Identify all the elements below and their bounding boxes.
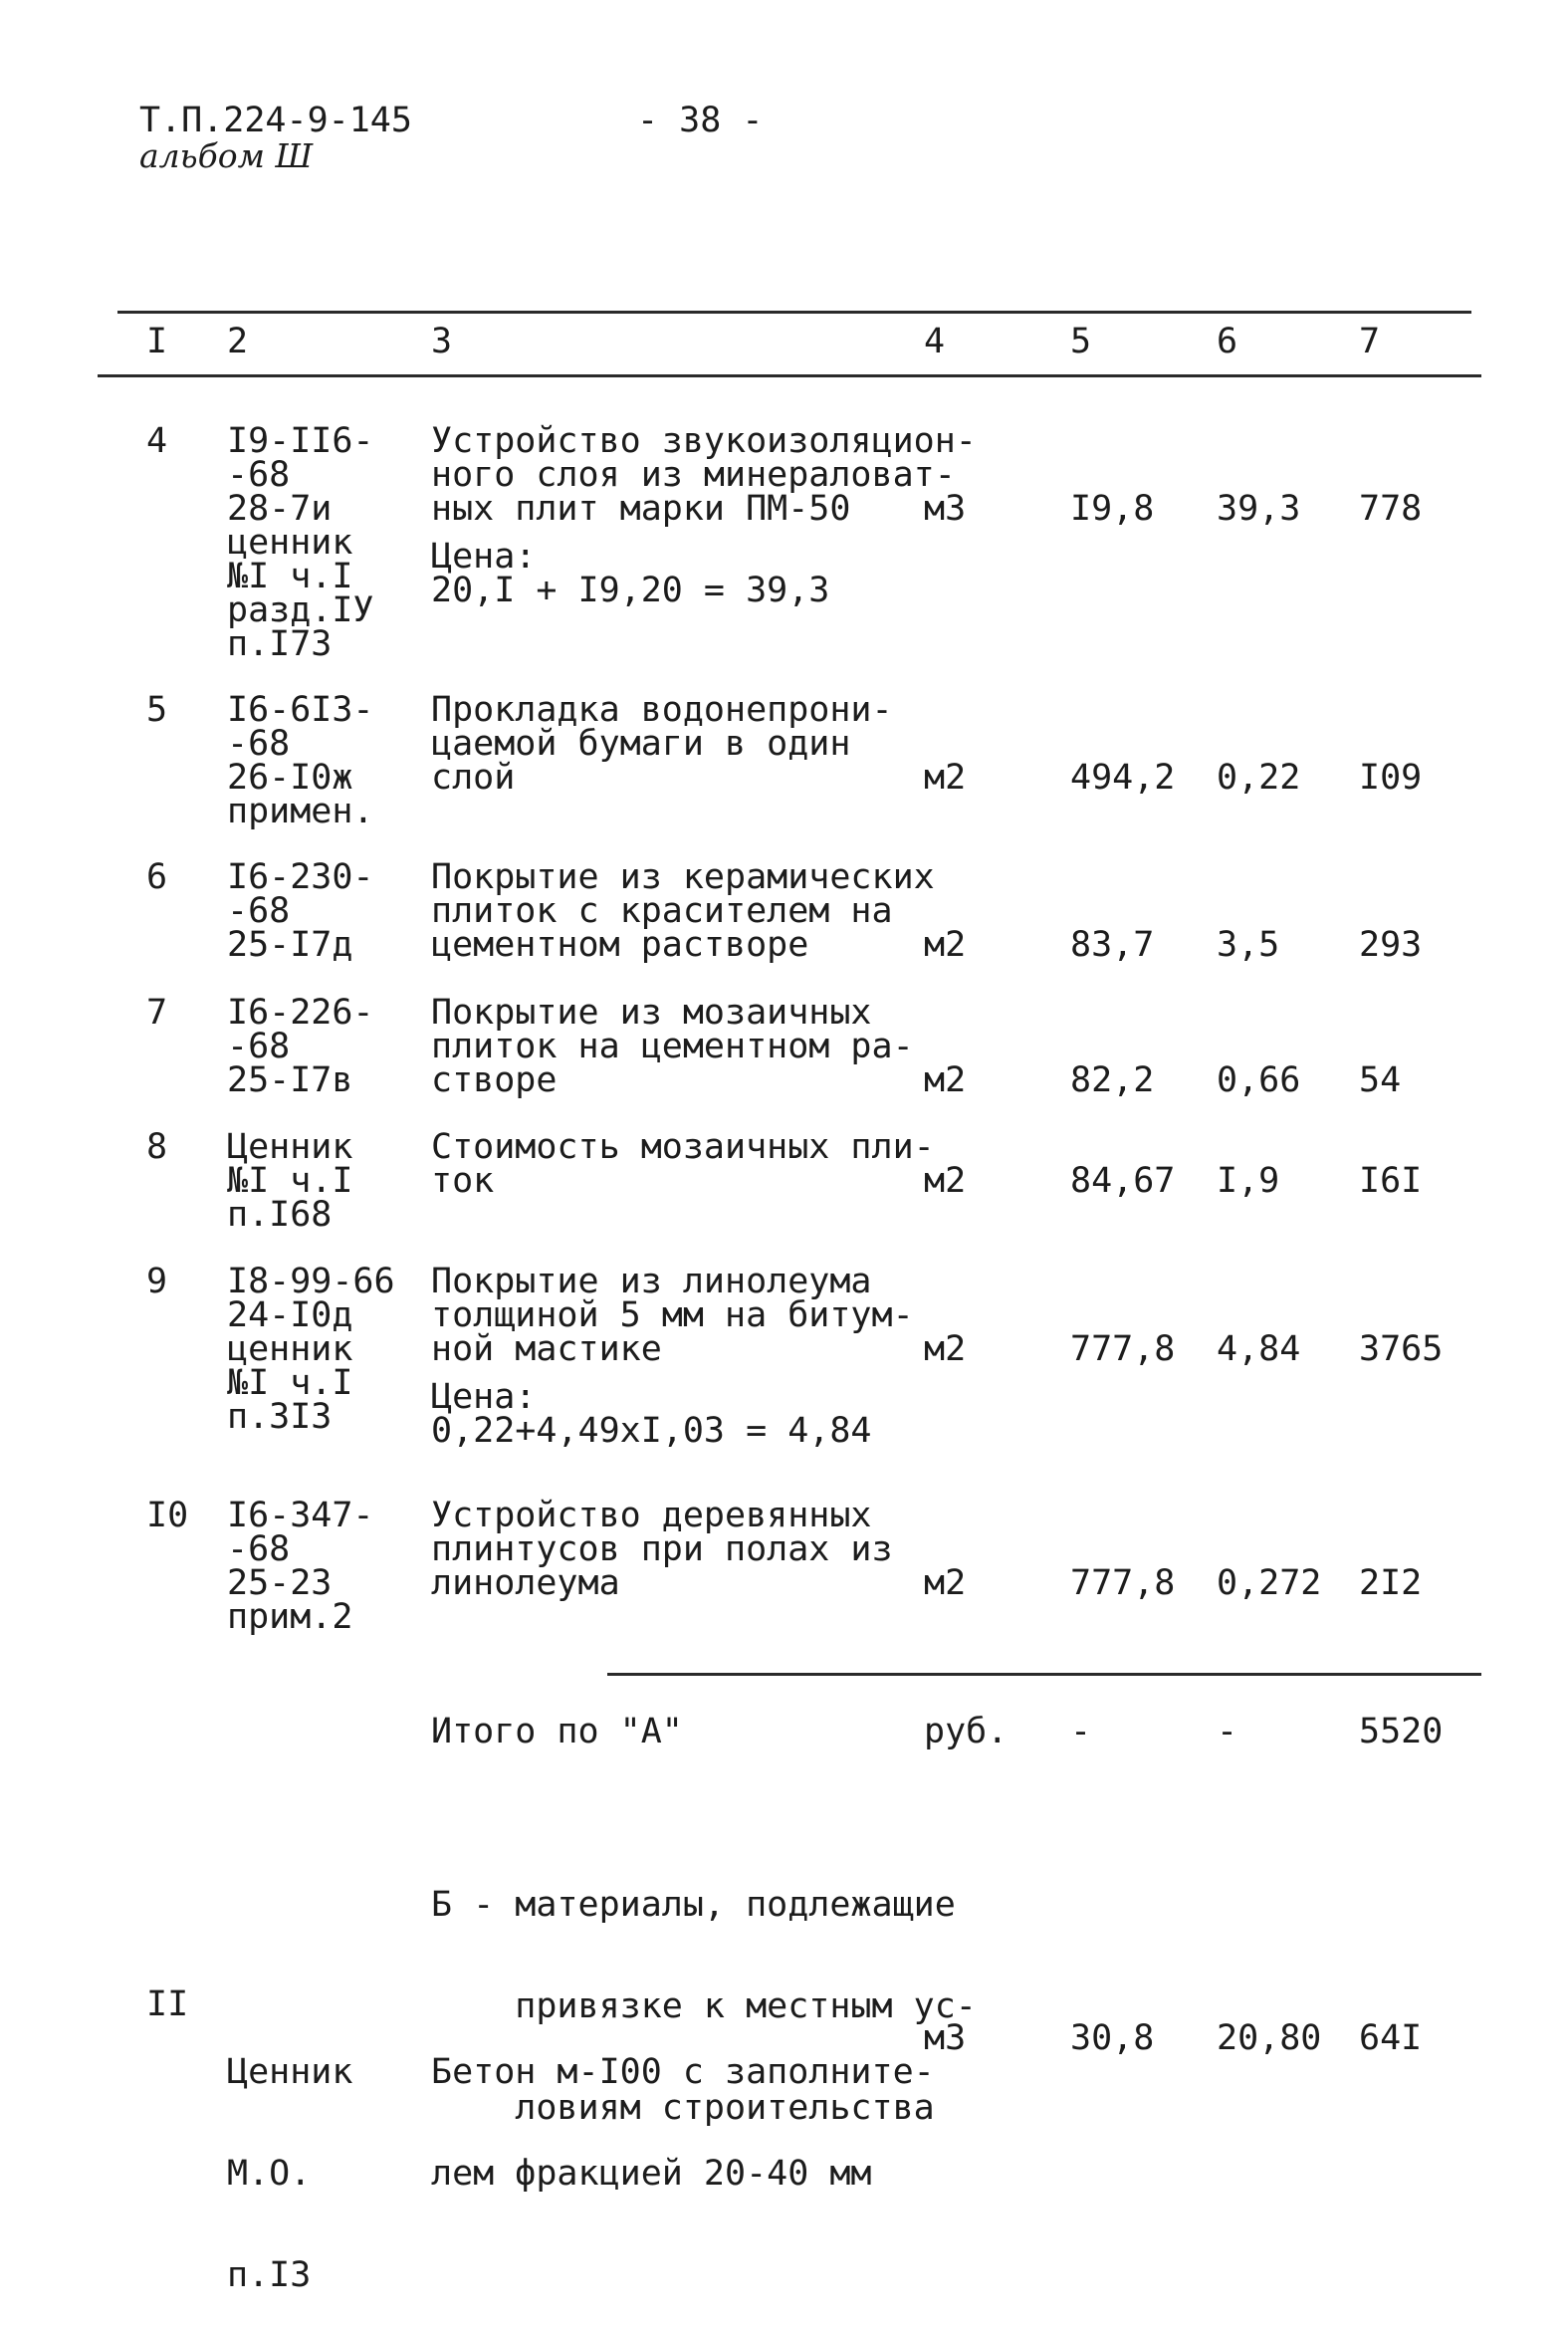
reference-line: -68 [227,724,291,764]
row-total: 293 [1359,925,1423,965]
row-reference [227,690,374,831]
reference-line: ценник [227,523,353,563]
album-label: альбом Ш [139,136,314,175]
reference-line: I6-230- [227,857,374,897]
reference-line: -68 [227,1529,291,1569]
row-quantity: 777,8 [1070,1563,1176,1603]
description-line: плинтусов при полах из [431,1529,893,1569]
row-total: 2I2 [1359,1563,1423,1603]
reference-line: I6-6I3- [227,690,374,730]
row-quantity: 82,2 [1070,1060,1155,1100]
reference-line: 24-I0д [227,1295,353,1335]
column-header: 3 [431,322,453,361]
row-reference [227,1496,374,1637]
reference-line: I8-99-66 [227,1262,395,1301]
row-price: 39,3 [1217,489,1301,529]
reference-line: п.I3 [227,2255,312,2295]
column-header: 5 [1070,322,1092,361]
subtotal-qty: - [1070,1712,1092,1751]
row-quantity: I9,8 [1070,489,1155,529]
row-total: 778 [1359,489,1423,529]
row-description [431,1987,935,2224]
reference-line: №I ч.I [227,1161,353,1201]
reference-line: разд.IУ [227,590,374,630]
description-line: ной мастике [431,1329,662,1369]
reference-line: 26-I0ж [227,758,353,798]
description-line: Покрытие из мозаичных [431,993,872,1033]
price-note-line: 0,22+4,49хI,03 = 4,84 [431,1411,872,1451]
reference-line: М.О. [227,2154,312,2194]
reference-line: Ценник [227,1127,353,1167]
row-total: I09 [1359,758,1423,798]
table-header-rule [98,374,1481,377]
row-number: 9 [146,1262,168,1301]
reference-line: Ценник [227,2052,353,2092]
description-line: Устройство звукоизоляцион- [431,421,977,461]
row-number: 6 [146,857,168,897]
section-b-line: привязке к местным ус- [431,1986,977,2026]
row-reference [227,1127,353,1235]
row-description [431,1262,914,1451]
price-note-line: 20,I + I9,20 = 39,3 [431,571,830,610]
reference-line: 28-7и [227,489,333,529]
reference-line: I6-226- [227,993,374,1033]
description-line: ного слоя из минераловат- [431,455,956,495]
description-line: линолеума [431,1563,620,1603]
row-description [431,993,914,1100]
subtotal-label: Итого по "А" [431,1712,683,1751]
description-line: цементном растворе [431,925,809,965]
reference-line: -68 [227,891,291,931]
reference-line: №I ч.I [227,1363,353,1403]
description-line: Бетон м-I00 с заполните- [431,2052,935,2092]
description-line: Стоимость мозаичных пли- [431,1127,935,1167]
column-header: I [146,322,168,361]
reference-line: -68 [227,455,291,495]
description-line: ток [431,1161,495,1201]
row-description [431,1496,893,1603]
reference-line: прим.2 [227,1597,353,1637]
row-description [431,857,935,965]
row-total: I6I [1359,1161,1423,1201]
row-reference [227,1262,395,1437]
row-description [431,421,977,610]
price-note-line: Цена: [431,1377,537,1417]
row-price: 3,5 [1217,925,1280,965]
row-number: 8 [146,1127,168,1167]
page-number: - 38 - [637,101,764,140]
row-total: 54 [1359,1060,1402,1100]
description-line: лем фракцией 20-40 мм [431,2154,872,2194]
subtotal-price: - [1217,1712,1238,1751]
row-unit: м3 [924,489,967,529]
description-line: толщиной 5 мм на битум- [431,1295,914,1335]
column-header: 6 [1217,322,1238,361]
column-header: 4 [924,322,946,361]
description-line: Устройство деревянных [431,1496,872,1535]
row-unit: м2 [924,925,967,965]
reference-line: I6-347- [227,1496,374,1535]
section-b-line: ловиям строительства [431,2088,935,2128]
reference-line: п.3I3 [227,1397,333,1437]
row-unit: м2 [924,1161,967,1201]
reference-line: -68 [227,1027,291,1066]
description-line: створе [431,1060,558,1100]
row-price: 4,84 [1217,1329,1301,1369]
row-number: 7 [146,993,168,1033]
column-header: 2 [227,322,249,361]
reference-line: №I ч.I [227,557,353,596]
row-reference [227,993,374,1100]
row-unit: м3 [924,2018,967,2058]
row-unit: м2 [924,1329,967,1369]
table-top-rule [117,311,1471,314]
row-quantity: 83,7 [1070,925,1155,965]
subtotal-total: 5520 [1359,1712,1444,1751]
column-header: 7 [1359,322,1381,361]
description-line: плиток на цементном ра- [431,1027,914,1066]
row-number: 4 [146,421,168,461]
subtotal-rule [607,1673,1481,1676]
row-price: 0,22 [1217,758,1301,798]
row-quantity: 494,2 [1070,758,1176,798]
description-line: ных плит марки ПМ-50 [431,489,851,529]
row-number: I0 [146,1496,189,1535]
row-unit: м2 [924,758,967,798]
reference-line: п.I73 [227,624,333,664]
reference-line: I9-II6- [227,421,374,461]
row-quantity: 84,67 [1070,1161,1176,1201]
row-reference [227,857,374,965]
price-note-line: Цена: [431,537,537,577]
description-line: плиток с красителем на [431,891,893,931]
row-description [431,690,893,798]
row-total: 64I [1359,2018,1423,2058]
row-number: 5 [146,690,168,730]
description-line: слой [431,758,516,798]
reference-line: 25-I7д [227,925,353,965]
description-line: Покрытие из керамических [431,857,935,897]
row-unit: м2 [924,1563,967,1603]
section-b-line: Б - материалы, подлежащие [431,1885,956,1925]
reference-line: ценник [227,1329,353,1369]
subtotal-unit: руб. [924,1712,1008,1751]
row-price: 20,80 [1217,2018,1322,2058]
row-quantity: 777,8 [1070,1329,1176,1369]
row-price: I,9 [1217,1161,1280,1201]
reference-line: примен. [227,792,374,831]
description-line: цаемой бумаги в один [431,724,851,764]
row-quantity: 30,8 [1070,2018,1155,2058]
row-number: II [146,1984,189,2024]
row-reference [227,1987,352,2326]
row-price: 0,66 [1217,1060,1301,1100]
row-total: 3765 [1359,1329,1444,1369]
row-price: 0,272 [1217,1563,1322,1603]
row-unit: м2 [924,1060,967,1100]
reference-line: 25-23 [227,1563,333,1603]
reference-line: 25-I7в [227,1060,353,1100]
reference-line: п.I68 [227,1195,333,1235]
description-line: Покрытие из линолеума [431,1262,872,1301]
row-description [431,1127,935,1201]
doc-code: Т.П.224-9-145 [139,101,412,140]
row-reference [227,421,374,664]
description-line: Прокладка водонепрони- [431,690,893,730]
